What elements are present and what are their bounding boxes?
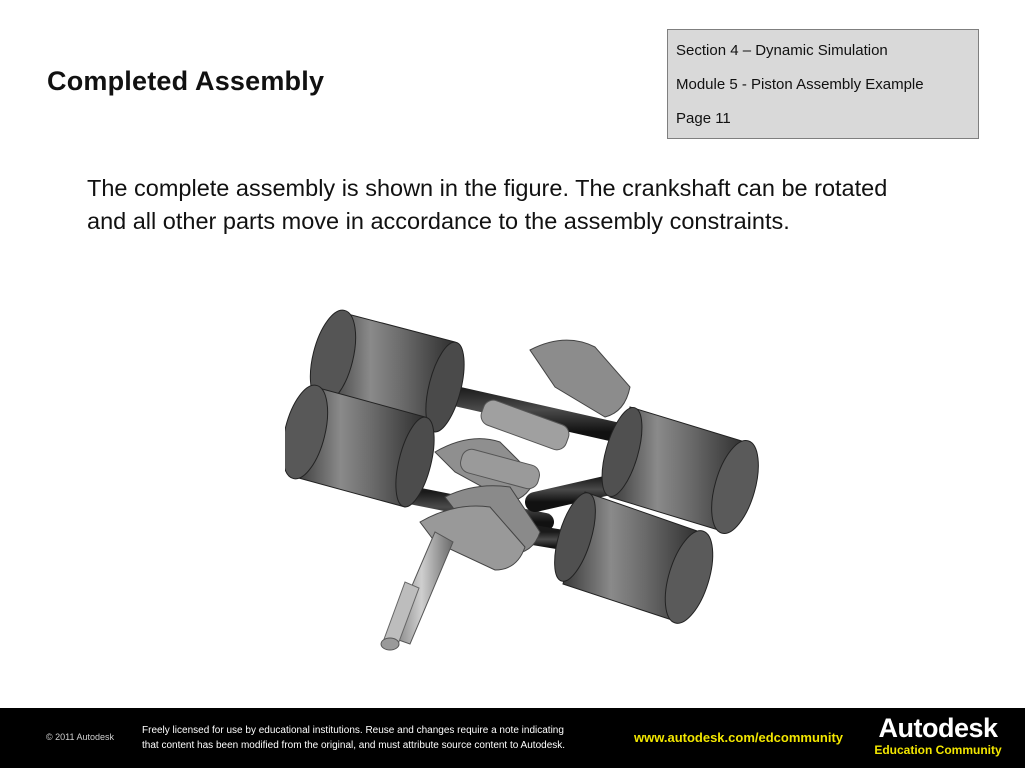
- license-line-2: that content has been modified from the original, and must attribute source content to Autodesk.: [142, 740, 566, 751]
- license-line-1: Freely licensed for use by educational institutions. Reuse and changes require a note indicating: [142, 725, 564, 736]
- autodesk-logo: [868, 712, 1008, 756]
- module-label: Module 5 - Piston Assembly Example: [676, 76, 924, 93]
- brand-name: Autodesk: [878, 713, 998, 743]
- brand-subtitle: Education Community: [874, 743, 1002, 757]
- footer-bar: [0, 708, 1025, 768]
- copyright-text: © 2011 Autodesk: [46, 732, 115, 742]
- license-text: [142, 723, 622, 753]
- section-label: Section 4 – Dynamic Simulation: [676, 42, 888, 59]
- page-number: Page 11: [676, 110, 731, 127]
- slide-title: Completed Assembly: [47, 66, 325, 96]
- community-url[interactable]: www.autodesk.com/edcommunity: [634, 730, 844, 745]
- body-text: The complete assembly is shown in the figure. The crankshaft can be rotated and all other parts move in accordance to the assembly constraints.: [87, 175, 888, 234]
- piston-assembly-figure: [285, 292, 765, 672]
- section-info-box: [667, 29, 979, 139]
